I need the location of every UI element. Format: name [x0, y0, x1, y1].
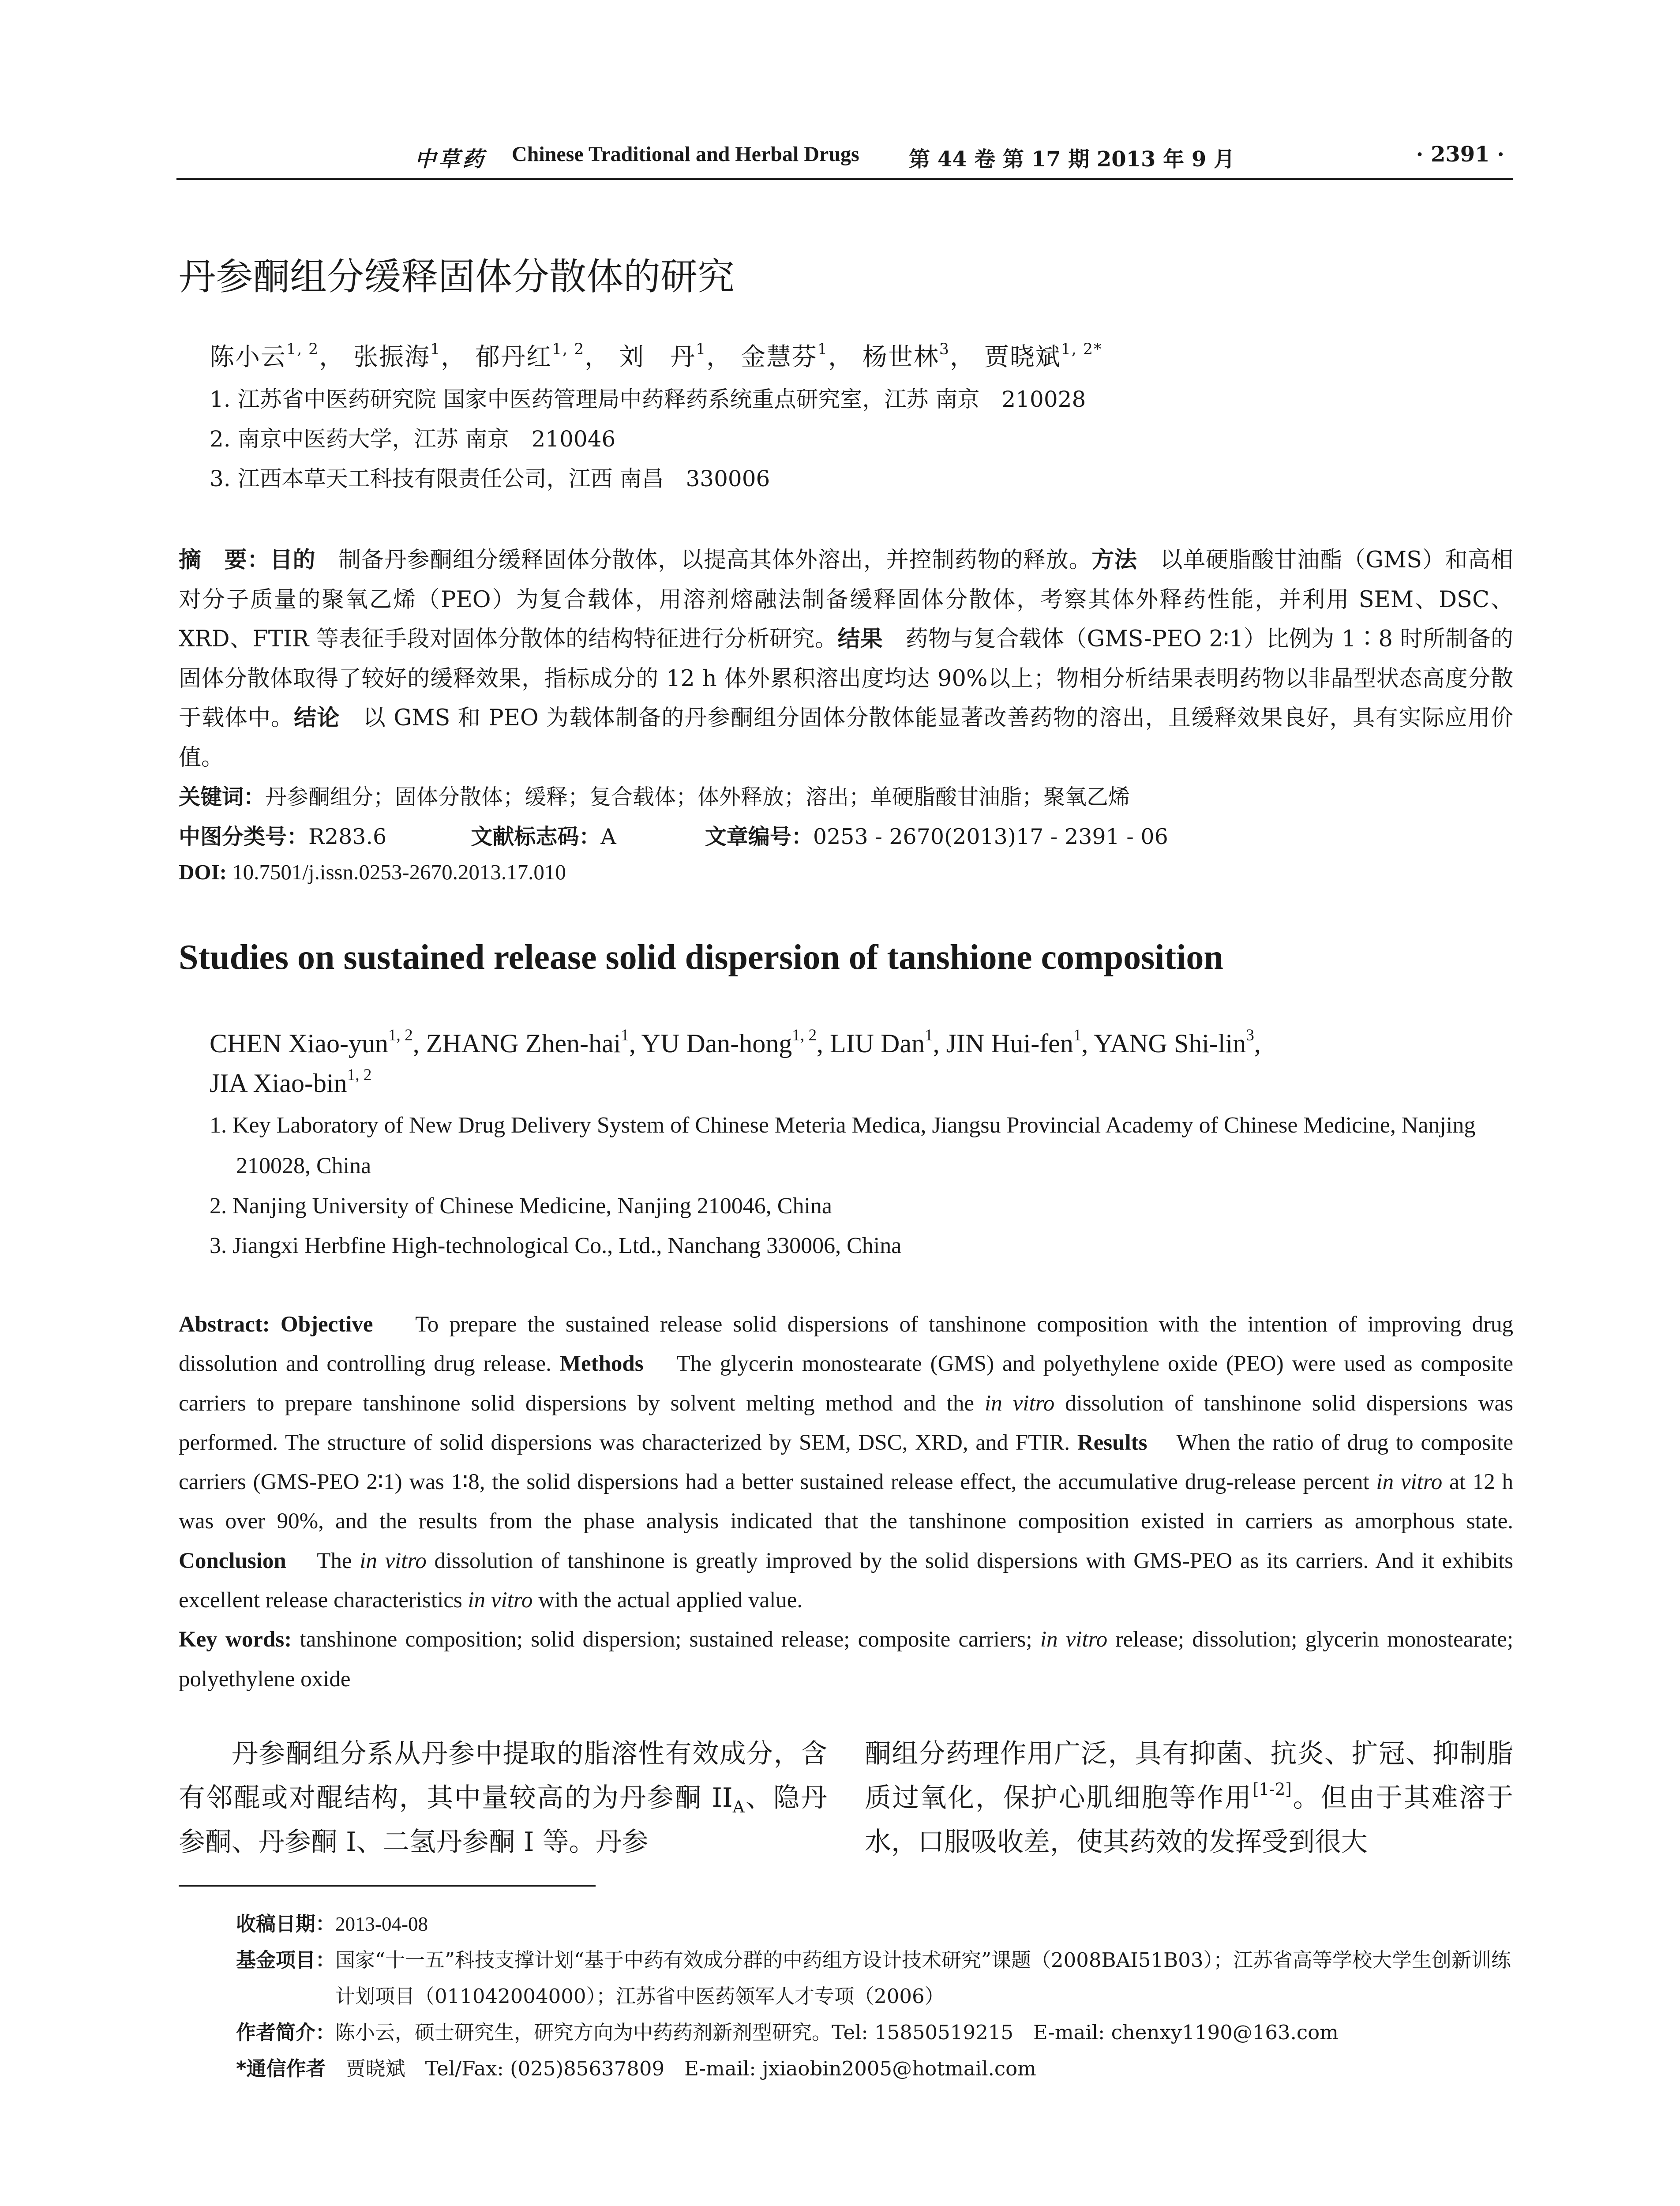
objective-text: To prepare the sustained release solid dispersions of tanshinone composition with the intention of improving drug dissolution and controlling drug release. [179, 1312, 1513, 1377]
header-rule [176, 178, 1513, 180]
doi-label: DOI: [179, 860, 227, 884]
author-affiliation-mark: 1 [621, 1026, 629, 1045]
author-affiliation-mark: 1 [924, 1026, 933, 1045]
footnote-text: 国家“十一五”科技支撑计划“基于中药有效成分群的中药组方设计技术研究”课题（2008BAI51B03）；江苏省高等学校大学生创新训练计划项目（011042004000）；江苏省中医药领军人才专项（2006） [335, 1948, 1511, 2008]
issue-info: 第 44 卷 第 17 期 2013 年 9 月 [909, 147, 1235, 172]
author-affiliation-mark: 1, 2* [1061, 341, 1102, 359]
keywords-cn [179, 780, 1130, 811]
methods-text: dissolution of tanshinone solid dispersions was performed. The structure of solid dispersions was characterized by SEM, DSC, XRD, and FTIR. [179, 1391, 1513, 1455]
results-text: 药物与复合载体（GMS-PEO 2∶1）比例为 1∶8 时所制备的固体分散体取得了较好的缓释效果，指标成分的 12 h 体外累积溶出度均达 90%以上；物相分析结果表明药物以非晶型状态高度分散于载体中。 [179, 626, 1513, 731]
body-column-left [179, 1732, 827, 1864]
conclusion-text: with the actual applied value. [532, 1588, 803, 1613]
author-name: 杨世林 [862, 343, 939, 371]
footnote-label: 基金项目： [236, 1948, 336, 1972]
author-affiliation-mark: 1 [817, 341, 829, 359]
keywords-text: tanshinone composition; solid dispersion; sustained release; composite carriers; [300, 1627, 1040, 1652]
footnote-label: *通信作者 [236, 2057, 326, 2080]
affiliation-en: 1. Key Laboratory of New Drug Delivery System of Chinese Meteria Medica, Jiangsu Provincial Academy of Chinese Medicine, Nanjing 210028, China [210, 1113, 1476, 1178]
author-name: 金慧芬 [740, 343, 818, 371]
footnote-received [236, 1906, 1513, 1942]
affiliation-cn: 3. 江西本草天工科技有限责任公司，江西 南昌 330006 [210, 466, 770, 491]
affiliation-en: 2. Nanjing University of Chinese Medicine, Nanjing 210046, China [210, 1193, 832, 1219]
footnote-text: 2013-04-08 [335, 1913, 428, 1935]
footnote-fund [236, 1942, 1513, 2015]
affiliation-cn: 1. 江苏省中医药研究院 国家中医药管理局中药释药系统重点研究室，江苏 南京 210028 [210, 386, 1086, 412]
page-number: · 2391 · [1416, 142, 1504, 167]
abstract-cn [179, 540, 1513, 777]
in-vitro-term: in vitro [468, 1588, 533, 1613]
abstract-en [179, 1305, 1513, 1699]
classification-line [179, 820, 1168, 851]
author-name: JIN Hui-fen [946, 1029, 1073, 1058]
footnote-label: 作者简介： [236, 2021, 336, 2044]
author-affiliation-mark: 3 [939, 341, 950, 359]
methods-label: 方法 [1091, 547, 1137, 573]
author-affiliation-mark: 1, 2 [347, 1066, 372, 1084]
title-en: Studies on sustained release solid dispersion of tanshione composition [179, 938, 1223, 977]
author-name: 郁丹红 [475, 343, 552, 371]
clc-code: R283.6 [308, 824, 387, 849]
doc-code-label: 文献标志码： [471, 824, 601, 849]
author-name: YANG Shi-lin [1094, 1029, 1246, 1058]
in-vitro-term: in vitro [1040, 1627, 1108, 1652]
author-affiliation-mark: 1 [696, 341, 707, 359]
clc-label: 中图分类号： [179, 824, 309, 849]
affiliation-en: 3. Jiangxi Herbfine High-technological Co., Ltd., Nanchang 330006, China [210, 1233, 902, 1258]
author-name: 陈小云 [210, 343, 286, 371]
subscript: A [732, 1797, 745, 1817]
doi-line [179, 859, 566, 885]
conclusion-label: 结论 [294, 705, 340, 731]
author-affiliation-mark: 3 [1246, 1026, 1254, 1045]
footnote-corresponding [236, 2051, 1513, 2087]
methods-text: The glycerin monostearate (GMS) and polyethylene oxide (PEO) were used as composite carriers to prepare tanshinone solid dispersions by solvent melting method and the [179, 1351, 1514, 1416]
journal-name-en: Chinese Traditional and Herbal Drugs [512, 143, 859, 166]
citation: [1-2] [1252, 1779, 1292, 1799]
keywords-label: Key words: [179, 1627, 292, 1652]
conclusion-text: 以 GMS 和 PEO 为载体制备的丹参酮组分固体分散体能显著改善药物的溶出，且缓释效果良好，具有实际应用价值。 [179, 705, 1513, 771]
conclusion-label: Conclusion [179, 1548, 286, 1573]
objective-text: 制备丹参酮组分缓释固体分散体，以提高其体外溶出，并控制药物的释放。 [338, 547, 1092, 573]
author-affiliation-mark: 1 [430, 341, 441, 359]
body-text: 酮组分药理作用广泛，具有抑菌、抗炎、扩冠、抑制脂质过氧化，保护心肌细胞等作用 [865, 1738, 1513, 1813]
methods-text: 以单硬脂酸甘油酯（GMS）和高相对分子质量的聚氧乙烯（PEO）为复合载体，用溶剂熔融法制备缓释固体分散体，考察其体外释药性能，并利用 SEM、DSC、XRD、FTIR 等表征手段对固体分散体的结构特征进行分析研究。 [179, 547, 1513, 652]
footnote-author [236, 2015, 1513, 2051]
body-text: 丹参酮组分系从丹参中提取的脂溶性有效成分，含有邻醌或对醌结构，其中量较高的为丹参酮 II [179, 1738, 827, 1813]
author-name: LIU Dan [830, 1029, 925, 1058]
results-label: 结果 [837, 626, 883, 652]
results-text: at 12 h was over 90%, and the results from the phase analysis indicated that the tanshinone composition existed in carriers as amorphous state. [179, 1470, 1513, 1534]
keywords-text: release; dissolution; glycerin monostearate; polyethylene oxide [179, 1627, 1513, 1692]
abstract-label: 摘 要： [179, 547, 270, 573]
authors-cn: 陈小云$^{1, 2}$， 张振海$^1$， 郁丹红$^{1, 2}$， 刘 丹$^1$， 金慧芬$^1$， 杨世林$^3$， 贾晓斌$^{1, 2*}$ [210, 341, 1102, 371]
author-name: JIA Xiao-bin [210, 1069, 347, 1098]
body-column-right [865, 1732, 1513, 1864]
conclusion-text: dissolution of tanshinone is greatly improved by the solid dispersions with GMS-PEO as its carriers. And it exhibits excellent release characteristics [179, 1548, 1513, 1613]
footnote-text: 贾晓斌 Tel/Fax: (025)85637809 E-mail: jxiaobin2005@hotmail.com [345, 2057, 1036, 2080]
author-name: CHEN Xiao-yun [210, 1029, 388, 1058]
running-header [176, 140, 1513, 176]
in-vitro-term: in vitro [360, 1548, 427, 1573]
title-cn: 丹参酮组分缓释固体分散体的研究 [179, 255, 735, 298]
footnote-label: 收稿日期： [236, 1912, 336, 1936]
author-name: YU Dan-hong [641, 1029, 792, 1058]
results-label: Results [1077, 1430, 1148, 1455]
abstract-label: Abstract: [179, 1312, 270, 1337]
body-text: 、隐丹参酮、丹参酮 I、二氢丹参酮 I 等。丹参 [179, 1782, 827, 1857]
objective-label: Objective [280, 1312, 373, 1337]
author-affiliation-mark: 1, 2 [286, 341, 319, 359]
footnote-rule [179, 1885, 596, 1887]
in-vitro-term: in vitro [985, 1391, 1055, 1416]
author-name: 刘 丹 [619, 343, 696, 371]
article-id-label: 文章编号： [705, 824, 813, 849]
objective-label: 目的 [270, 547, 316, 573]
results-text: When the ratio of drug to composite carriers (GMS-PEO 2∶1) was 1∶8, the solid dispersions had a better sustained release effect, the accumulative drug-release percent [179, 1430, 1513, 1495]
author-affiliation-mark: 1, 2 [388, 1026, 413, 1045]
in-vitro-term: in vitro [1376, 1470, 1443, 1495]
author-name: ZHANG Zhen-hai [426, 1029, 621, 1058]
footnote-text: 陈小云，硕士研究生，研究方向为中药药剂新剂型研究。Tel: 15850519215 E-mail: chenxy1190@163.com [335, 2021, 1339, 2044]
doi-value: 10.7501/j.issn.0253-2670.2013.17.010 [232, 860, 566, 884]
conclusion-text: The [317, 1548, 360, 1573]
authors-en: CHEN Xiao-yun$^{1, 2}$, ZHANG Zhen-hai$^1$, YU Dan-hong$^{1, 2}$, LIU Dan$^1$, JIN Hui-fen$^1$, YANG Shi-lin$^3$, JIA Xiao-bin$^{1, 2}$ [210, 1026, 1261, 1098]
author-affiliation-mark: 1, 2 [551, 341, 585, 359]
author-name: 贾晓斌 [984, 343, 1061, 371]
journal-name-cn: 中草药 [415, 147, 487, 172]
affiliation-cn: 2. 南京中医药大学，江苏 南京 210046 [210, 426, 616, 452]
author-name: 张振海 [353, 343, 431, 371]
author-affiliation-mark: 1 [1073, 1026, 1082, 1045]
keywords-text: 丹参酮组分；固体分散体；缓释；复合载体；体外释放；溶出；单硬脂酸甘油脂；聚氧乙烯 [265, 784, 1130, 810]
author-affiliation-mark: 1, 2 [792, 1026, 817, 1045]
methods-label: Methods [559, 1351, 644, 1377]
keywords-label: 关键词： [179, 784, 266, 810]
article-id: 0253 - 2670(2013)17 - 2391 - 06 [813, 824, 1168, 849]
body-text: 。但由于其难溶于水，口服吸收差，使其药效的发挥受到很大 [865, 1782, 1514, 1857]
doc-code: A [600, 824, 616, 849]
